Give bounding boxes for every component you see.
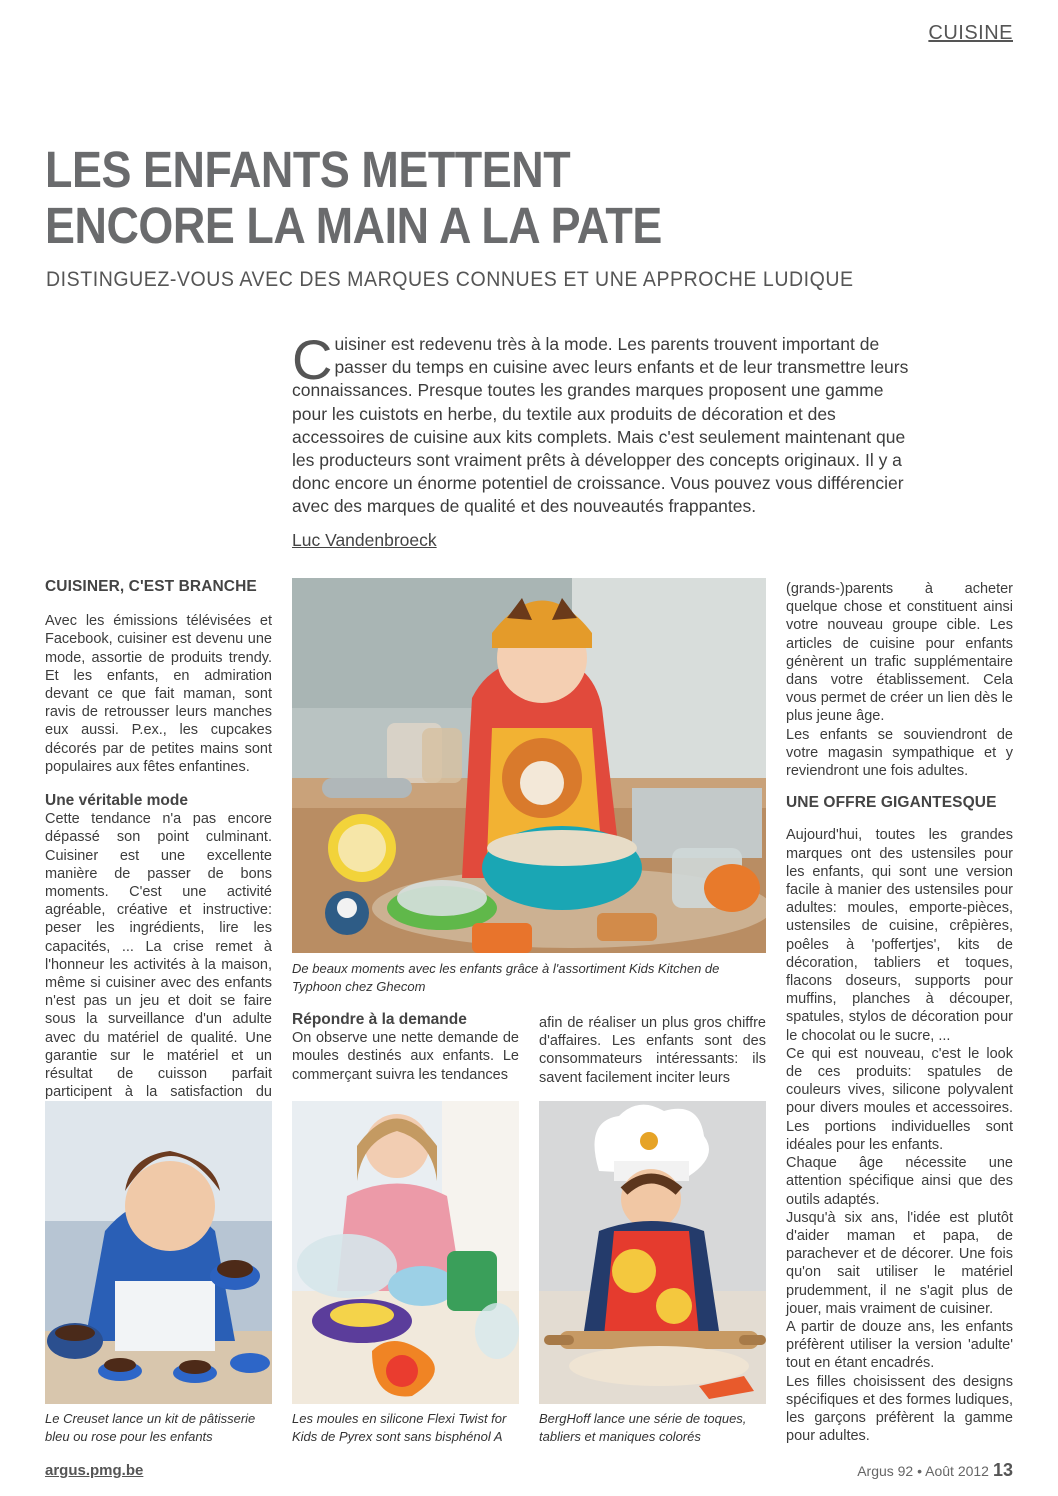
column-2 (292, 1011, 519, 1084)
subheading-veritable-mode: Une véritable mode (45, 792, 188, 810)
column-3 (539, 1014, 766, 1087)
col4-paragraph-7: A partir de douze ans, les enfants préfèrent utiliser la version 'adulte' tout en étant encadrés. (786, 1318, 1013, 1372)
col4-paragraph-3: Aujourd'hui, toutes les grandes marques ont des ustensiles pour les enfants, qui sont une version facile à manier des ustensiles pour adultes: moules, emporte-pièces, ustensiles de cuisine, crêpières, poêles à 'poffertjes', kits de décoration, tabliers et toques, flacons doseurs, supports pour muffins, planches à découper, spatules, stylos de décoration pour le chocolat ou le sucre, ... (786, 827, 1013, 1044)
photo-berghoff-illustration (539, 1101, 766, 1404)
photo-pyrex (292, 1101, 519, 1404)
col1-paragraph-2: Cette tendance n'a pas encore dépassé son point culminant. Cuisiner est une excellente manière de passer de bons moments. C'est une activité agréable, créative et instructive: peser les ingrédients, lire les capacités, ... La crise remet à l'honneur les activités à la maison, même si cuisiner avec des enfants n'est pas un jeu et doit se faire sous la surveillance d'un adulte avec du matériel de qualité. Une garantie sur le matériel et un résultat de cuisson parfait participent à la satisfaction du (45, 811, 272, 1101)
intro-text: uisiner est redevenu très à la mode. Les parents trouvent important de passer du temps en cuisine avec leurs enfants et de leur transmettre leurs connaissances. Presque toutes les grandes marques proposent une gamme pour les cuistots en herbe, du textile aux produits de décoration et des accessoires de cuisine aux kits complets. Mais c'est seulement maintenant que les producteurs sont vraiment prêts à développer des concepts originaux. Il y a donc encore un énorme potentiel de croissance. Vous pouvez vous différencier avec des marques de qualité et des nouveautés frappantes. (292, 334, 909, 517)
author-byline: Luc Vandenbroeck (292, 530, 437, 550)
title-line-1: LES ENFANTS METTENT (45, 141, 571, 198)
caption-pyrex: Les moules en silicone Flexi Twist for Kids de Pyrex sont sans bisphénol A (292, 1411, 507, 1444)
col4-paragraph-1: (grands-)parents à acheter quelque chose et constituent ainsi votre nouveau groupe cible. Les articles de cuisine pour enfants génèrent un trafic supplémentaire dans votre établissement. Cela vous permet de créer un lien dès le plus jeune âge. (786, 581, 1013, 725)
section-heading-offre: UNE OFFRE GIGANTESQUE (786, 794, 997, 812)
col4-paragraph-6: Jusqu'à six ans, l'idée est plutôt d'aider maman et papa, de parachever et de décorer. Une fois qu'on sait utiliser le matériel prudemment, il ne s'agit plus de jouer, mais vraiment de cuisiner. (786, 1209, 1013, 1317)
section-tag: CUISINE (928, 22, 1013, 44)
main-photo (292, 578, 766, 953)
photo-pyrex-illustration (292, 1101, 519, 1404)
col4-paragraph-4: Ce qui est nouveau, c'est le look de ces produits: spatules de couleurs vives, silicone polyvalent pour divers moules et accessoires. Les portions individuelles sont idéales pour les enfants. (786, 1045, 1013, 1153)
article-subtitle: DISTINGUEZ-VOUS AVEC DES MARQUES CONNUES ET UNE APPROCHE LUDIQUE (46, 268, 854, 291)
footer-issue-text: Argus 92 • Août 2012 (857, 1463, 989, 1479)
caption-berghoff: BergHoff lance une série de toques, tabliers et maniques colorés (539, 1411, 747, 1444)
main-photo-caption: De beaux moments avec les enfants grâce à l'assortiment Kids Kitchen de Typhoon chez Ghecom (292, 961, 720, 994)
column-1 (45, 578, 272, 1120)
page-number: 13 (992, 1460, 1013, 1480)
col3-paragraph: afin de réaliser un plus gros chiffre d'affaires. Les enfants sont des consommateurs intéressants: ils savent facilement inciter leurs (539, 1015, 766, 1086)
col4-paragraph-8: Les filles choisissent des designs spécifiques et des formes ludiques, les garçons préfèrent la gamme pour adultes. (786, 1373, 1013, 1445)
caption-le-creuset: Le Creuset lance un kit de pâtisserie bleu ou rose pour les enfants (45, 1411, 256, 1444)
footer-issue (857, 1460, 1013, 1481)
main-photo-illustration (292, 578, 766, 953)
footer-website-link[interactable]: argus.pmg.be (45, 1462, 144, 1479)
title-line-2: ENCORE LA MAIN A LA PATE (45, 197, 662, 254)
photo-le-creuset-illustration (45, 1101, 272, 1404)
col2-paragraph: On observe une nette demande de moules destinés aux enfants. Le commerçant suivra les tendances (292, 1030, 519, 1083)
photo-le-creuset (45, 1101, 272, 1404)
col4-paragraph-5: Chaque âge nécessite une attention spécifique ainsi que des outils adaptés. (786, 1155, 1013, 1208)
column-4 (786, 580, 1013, 1445)
photo-berghoff (539, 1101, 766, 1404)
intro-paragraph (292, 328, 920, 519)
subheading-repondre: Répondre à la demande (292, 1011, 467, 1028)
article-title (45, 142, 662, 254)
col1-paragraph-1: Avec les émissions télévisées et Facebook, cuisiner est devenu une mode, assortie de produits trendy. Et les enfants, en admiration devant ce que fait maman, sont ravis de retrousser leurs manches eux aussi. P.ex., les cupcakes décorés par de petites mains sont populaires aux fêtes enfantines. (45, 613, 272, 775)
intro-dropcap: C (292, 328, 333, 391)
section-heading-cuisiner: CUISINER, C'EST BRANCHE (45, 578, 257, 595)
col4-paragraph-2: Les enfants se souviendront de votre magasin sympathique et y reviendront une fois adultes. (786, 726, 1013, 780)
